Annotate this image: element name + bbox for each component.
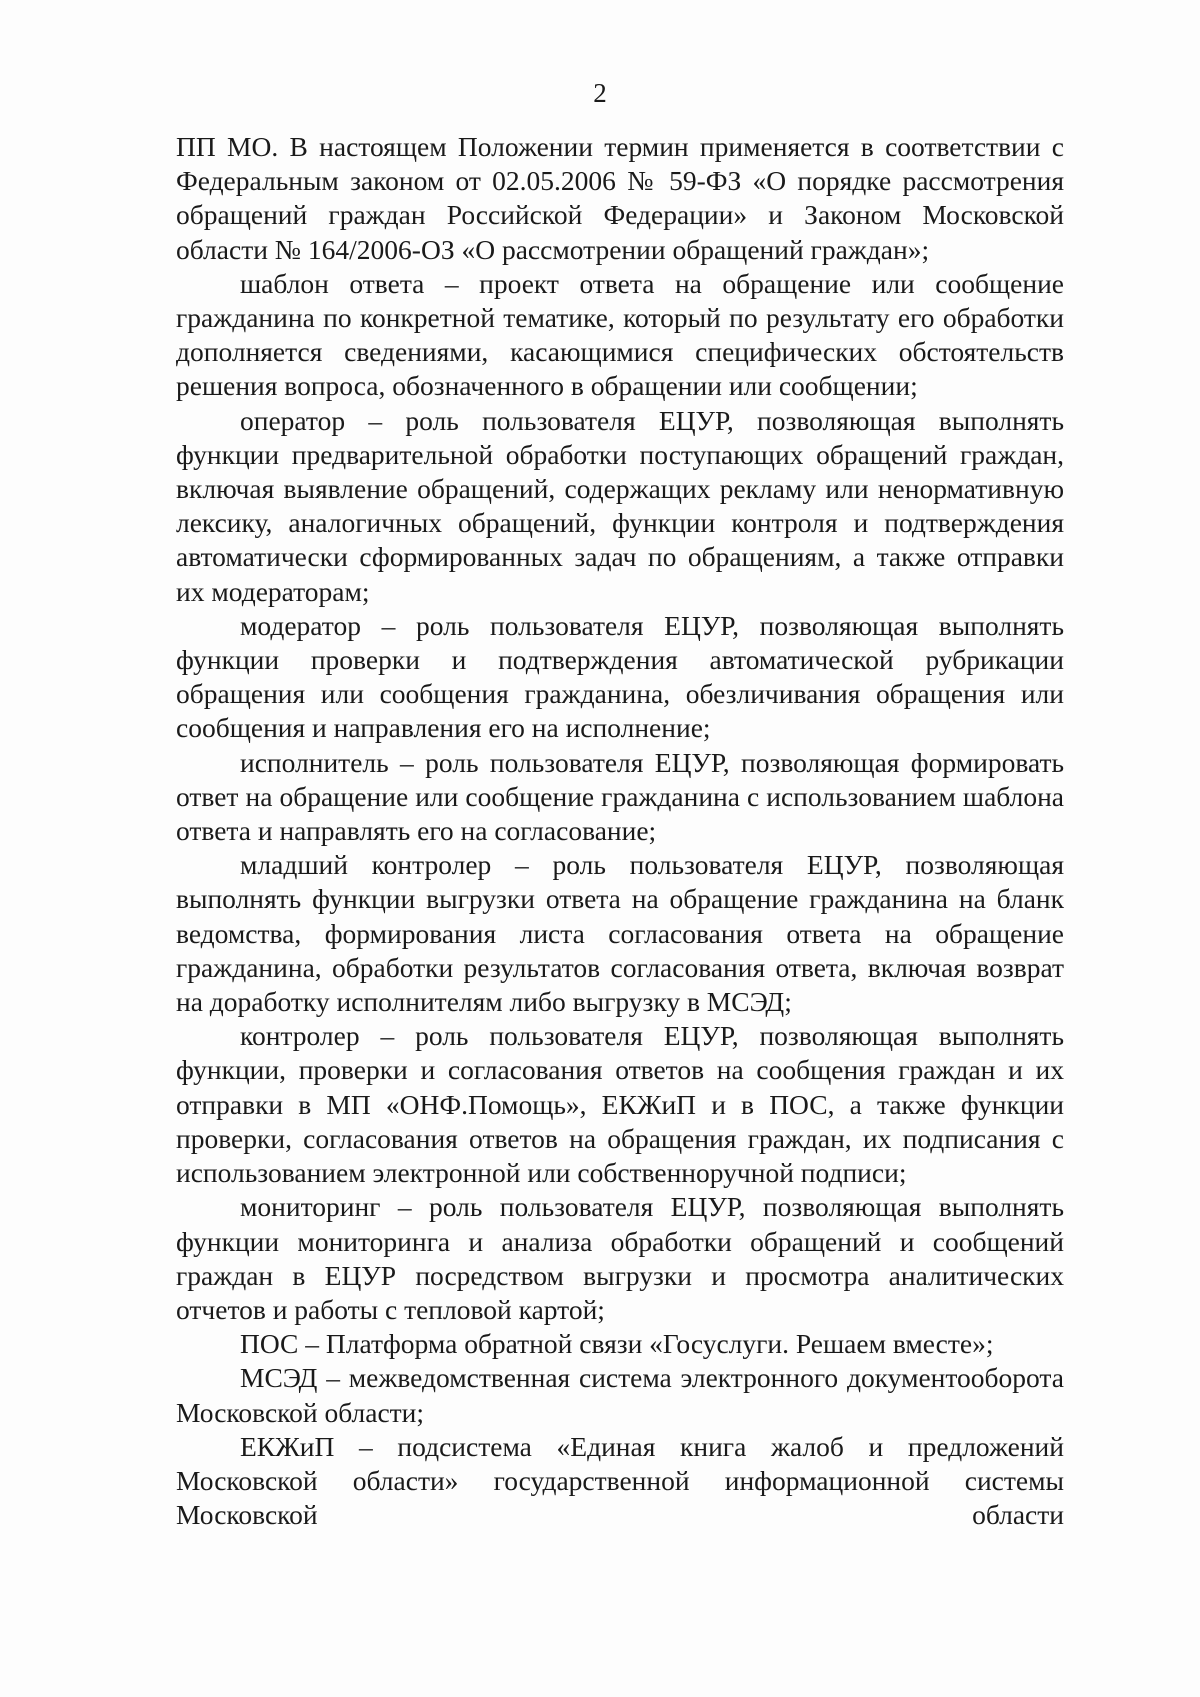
paragraph-operator-role: оператор – роль пользователя ЕЦУР, позволяющая выполнять функции предварительной обработки поступающих обращений граждан, включая выявление обращений, содержащих рекламу или ненормативную лексику, аналогичных обращений, функции контроля и подтверждения автоматически сформированных задач по обращениям, а также отправки их модераторам; — [176, 404, 1064, 607]
paragraph-monitoring-role: мониторинг – роль пользователя ЕЦУР, позволяющая выполнять функции мониторинга и анализа обработки обращений и сообщений граждан в ЕЦУР посредством выгрузки и просмотра аналитических отчетов и работы с тепловой картой; — [176, 1191, 1064, 1325]
document-body — [176, 130, 1064, 1532]
paragraph-response-template: шаблон ответа – проект ответа на обращение или сообщение гражданина по конкретной тематике, который по результату его обработки дополняется сведениями, касающимися специфических обстоятельств решения вопроса, обозначенного в обращении или сообщении; — [176, 267, 1064, 402]
paragraph-junior-controller-role: младший контролер – роль пользователя ЕЦУР, позволяющая выполнять функции выгрузки ответа на обращение гражданина на бланк ведомства, формирования листа согласования ответа на обращение гражданина, обработки результатов согласования ответа, включая возврат на доработку исполнителям либо выгрузку в МСЭД; — [176, 849, 1064, 1018]
paragraph-msed-definition: МСЭД – межведомственная система электронного документооборота Московской области; — [176, 1362, 1064, 1428]
paragraph-ekzhip-definition: ЕКЖиП – подсистема «Единая книга жалоб и предложений Московской области» государственной информационной системы Московской области — [176, 1430, 1064, 1531]
page-number: 2 — [593, 78, 607, 108]
paragraph-executor-role: исполнитель – роль пользователя ЕЦУР, позволяющая формировать ответ на обращение или сообщение гражданина с использованием шаблона ответа и направлять его на согласование; — [176, 746, 1064, 847]
paragraph-pos-definition: ПОС – Платформа обратной связи «Госуслуги. Решаем вместе»; — [240, 1328, 994, 1360]
paragraph-controller-role: контролер – роль пользователя ЕЦУР, позволяющая выполнять функции, проверки и согласования ответов на сообщения граждан и их отправки в МП «ОНФ.Помощь», ЕКЖиП и в ПОС, а также функции проверки, согласования ответов на обращения граждан, их подписания с использованием электронной или собственноручной подписи; — [176, 1020, 1064, 1189]
paragraph-pp-mo-definition: ПП МО. В настоящем Положении термин применяется в соответствии с Федеральным законом от 02.05.2006 № 59-ФЗ «О порядке рассмотрения обращений граждан Российской Федерации» и Законом Московской области № 164/2006-ОЗ «О рассмотрении обращений граждан»; — [176, 131, 1064, 265]
paragraph-moderator-role: модератор – роль пользователя ЕЦУР, позволяющая выполнять функции проверки и подтверждения автоматической рубрикации обращения или сообщения гражданина, обезличивания обращения или сообщения и направления его на исполнение; — [176, 609, 1064, 744]
